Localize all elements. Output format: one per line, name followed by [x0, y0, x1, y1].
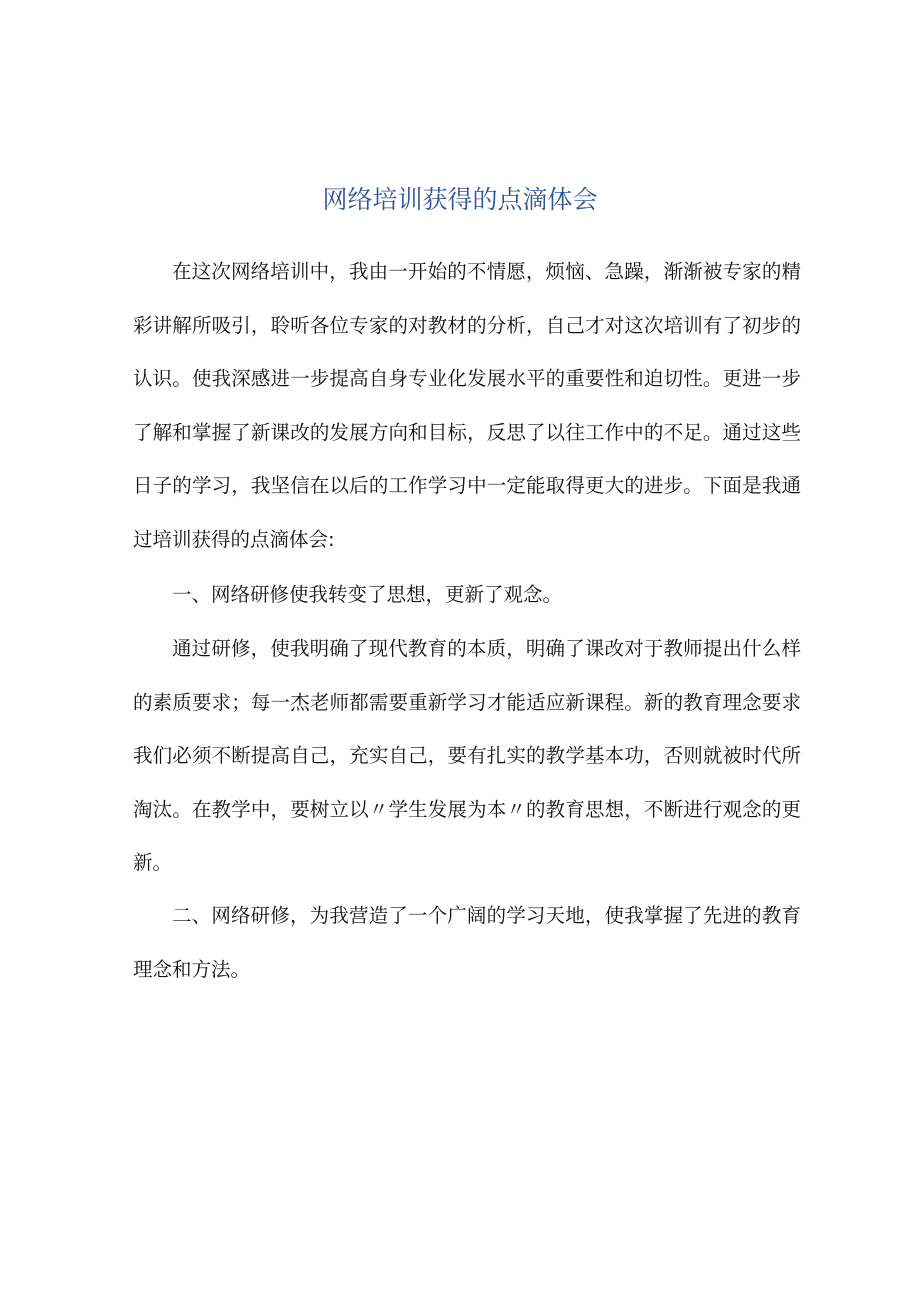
paragraph-section-one: 通过研修，使我明确了现代教育的本质，明确了课改对于教师提出什么样的素质要求；每一杰老师都需要重新学习才能适应新课程。新的教育理念要求我们必须不断提高自己，充实自己，要有扎实的教学基本功，否则就被时代所淘汰。在教学中，要树立以〃学生发展为本〃的教育思想，不断进行观念的更新。	[133, 637, 801, 874]
section-heading-two: 二、网络研修，为我营造了一个广阔的学习天地，使我掌握了先进的教育理念和方法。	[133, 904, 801, 981]
section-heading-one: 一、网络研修使我转变了思想，更新了观念。	[172, 583, 563, 606]
paragraph-intro: 在这次网络培训中，我由一开始的不情愿，烦恼、急躁，渐渐被专家的精彩讲解所吸引，聆听各位专家的对教材的分析，自己才对这次培训有了初步的认识。使我深感进一步提高自身专业化发展水平的重要性和迫切性。更进一步了解和掌握了新课改的发展方向和目标，反思了以往工作中的不足。通过这些日子的学习，我坚信在以后的工作学习中一定能取得更大的进步。下面是我通过培训获得的点滴体会:	[133, 260, 801, 551]
document-title: 网络培训获得的点滴体会	[322, 185, 598, 214]
